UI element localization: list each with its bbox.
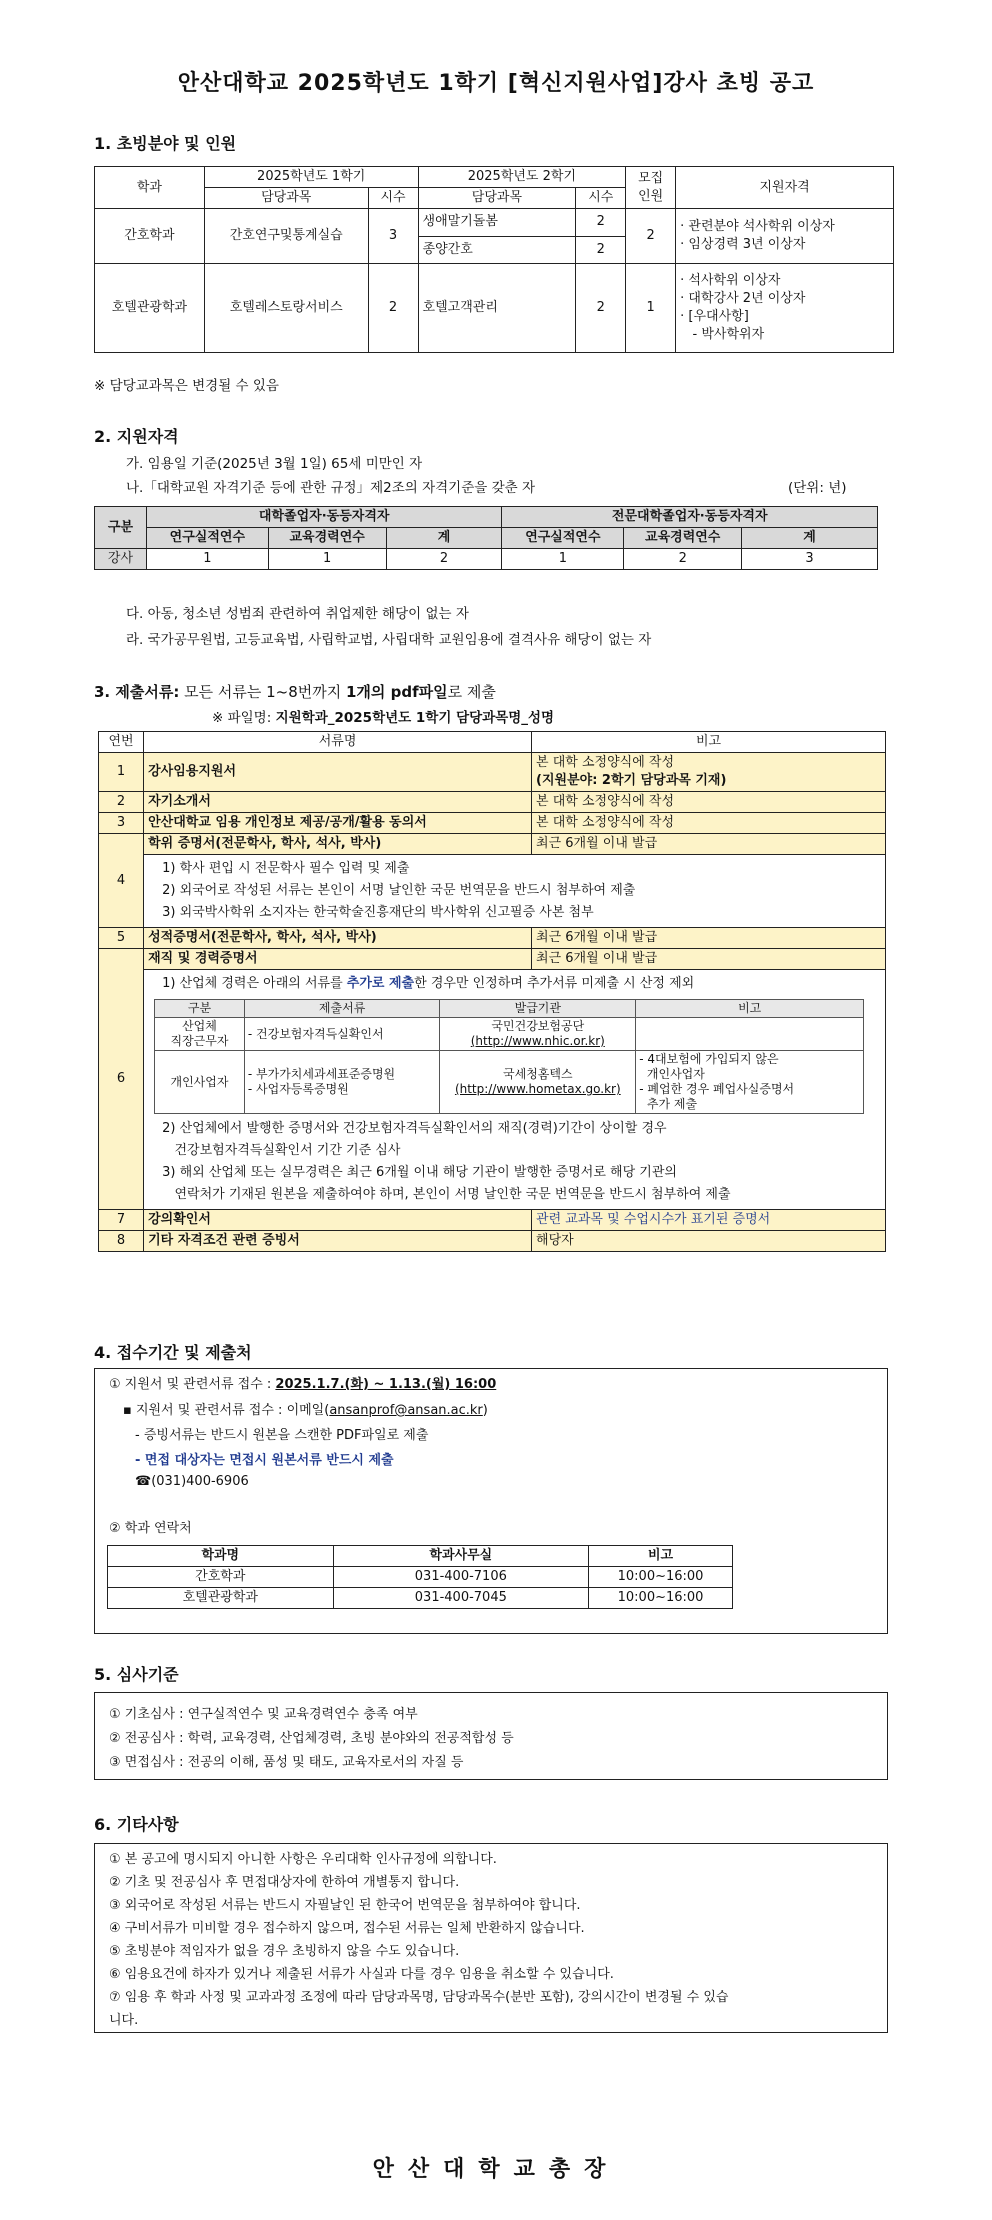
header-note: 비고 [589, 1546, 733, 1567]
interview-note: - 면접 대상자는 면접시 원본서류 반드시 제출 [135, 1453, 394, 1468]
detail-line: 1) 학사 편입 시 전문학사 필수 입력 및 제출 [162, 861, 410, 876]
section-3-heading: 3. 제출서류: [94, 683, 180, 701]
header-college: 전문대학졸업자·동등자격자 [502, 507, 878, 528]
header-note: 비고 [532, 732, 886, 753]
section-5-heading: 5. 심사기준 [94, 1665, 179, 1684]
contact-cell: 10:00~16:00 [589, 1588, 733, 1609]
table-cell: 2 [386, 549, 502, 570]
contact-cell: 031-400-7106 [333, 1567, 589, 1588]
email-link[interactable]: ansanprof@ansan.ac.kr [329, 1403, 483, 1418]
doc-note [532, 753, 886, 792]
qualification-cell [676, 264, 894, 353]
detail-line [162, 973, 867, 995]
row-no: 7 [99, 1210, 144, 1231]
submission-box [94, 1368, 888, 1634]
sub-line: - 사업자등록증명원 [247, 1082, 349, 1096]
header-dept: 학과 [95, 167, 205, 209]
detail-line: 연락처가 기재된 원본을 제출하여야 하며, 본인이 서명 날인한 국문 번역문을 반드시 첨부하여 제출 [162, 1187, 731, 1202]
misc-item: ④ 구비서류가 미비할 경우 접수하지 않으며, 접수된 서류는 일체 반환하지 않습니다. [109, 1921, 585, 1936]
section-1-heading: 1. 초빙분야 및 인원 [94, 134, 237, 153]
header-total: 계 [386, 528, 502, 549]
sub-cell [440, 1018, 636, 1051]
table-cell: 1 [146, 549, 268, 570]
qual-line: · 임상경력 3년 이상자 [680, 237, 806, 252]
row-no: 5 [99, 928, 144, 949]
header-hours: 시수 [368, 188, 418, 209]
header-office: 학과사무실 [333, 1546, 589, 1567]
doc-name: 재직 및 경력증명서 [144, 949, 532, 970]
review-item: ③ 면접심사 : 전공의 이해, 품성 및 태도, 교육자로서의 자질 등 [109, 1755, 464, 1770]
sub-line: 추가 제출 [639, 1097, 698, 1111]
email-label: ▪ 지원서 및 관련서류 접수 : 이메일( [123, 1403, 330, 1418]
header-dept: 학과명 [108, 1546, 334, 1567]
table-cell: 1 [268, 549, 386, 570]
detail-line: 3) 해외 산업체 또는 실무경력은 최근 6개월 이내 해당 기관이 발행한 증명서로 해당 기관의 [162, 1165, 677, 1180]
email-line [123, 1399, 488, 1418]
qual-item-ra: 라. 국가공무원법, 고등교육법, 사립학교법, 사립대학 교원임용에 결격사유 해당이 없는 자 [126, 632, 652, 648]
doc-note: 본 대학 소정양식에 작성 [532, 813, 886, 834]
row-no: 4 [99, 834, 144, 928]
doc-note: 최근 6개월 이내 발급 [532, 949, 886, 970]
table-cell: 2 [626, 209, 676, 264]
misc-item: ⑦ 임용 후 학과 사정 및 교과과정 조정에 따라 담당과목명, 담당과목수(분반 포함), 강의시간이 변경될 수 있습 [109, 1990, 729, 2005]
header-subject: 담당과목 [204, 188, 368, 209]
qual-item-ga: 가. 임용일 기준(2025년 3월 1일) 65세 미만인 자 [126, 456, 423, 472]
doc-name: 자기소개서 [144, 792, 532, 813]
sub-cell: 개인사업자 [155, 1051, 245, 1114]
table-cell: 2 [624, 549, 742, 570]
review-box [94, 1692, 888, 1780]
review-item: ② 전공심사 : 학력, 교육경력, 산업체경력, 초빙 분야와의 전공적합성 등 [109, 1731, 514, 1746]
header-doc: 서류명 [144, 732, 532, 753]
contact-cell: 031-400-7045 [333, 1588, 589, 1609]
contact-table [107, 1545, 733, 1609]
doc-note: 최근 6개월 이내 발급 [532, 928, 886, 949]
qual-line: · [우대사항] [680, 309, 749, 324]
sub-header: 제출서류 [244, 1000, 439, 1018]
filename-line [212, 706, 554, 726]
header-qual: 지원자격 [676, 167, 894, 209]
doc-detail [144, 970, 886, 1210]
section-2-heading: 2. 지원자격 [94, 427, 179, 446]
period-label: ① 지원서 및 관련서류 접수 : [109, 1377, 276, 1392]
table-cell: 2 [576, 209, 626, 237]
misc-item: ① 본 공고에 명시되지 아니한 사항은 우리대학 인사규정에 의합니다. [109, 1852, 497, 1867]
qual-line: · 석사학위 이상자 [680, 273, 781, 288]
table-cell: 1 [502, 549, 624, 570]
row-label: 강사 [95, 549, 147, 570]
contact-cell: 호텔관광학과 [108, 1588, 334, 1609]
filename-value: 지원학과_2025학년도 1학기 담당과목명_성명 [275, 710, 555, 726]
misc-item: 니다. [109, 2013, 139, 2028]
misc-item: ③ 외국어로 작성된 서류는 반드시 자필날인 된 한국어 번역문을 첨부하여야 합니다. [109, 1898, 581, 1913]
detail-emphasis: 추가로 제출 [346, 976, 415, 991]
page-title: 안산대학교 2025학년도 1학기 [혁신지원사업]강사 초빙 공고 [177, 71, 815, 96]
sub-cell [244, 1051, 439, 1114]
header-edu: 교육경력연수 [268, 528, 386, 549]
table-cell: 간호연구및통계실습 [204, 209, 368, 264]
qual-line: · 관련분야 석사학위 이상자 [680, 219, 835, 234]
misc-item: ② 기초 및 전공심사 후 면접대상자에 한하여 개별통지 합니다. [109, 1875, 460, 1890]
phone-number: ☎(031)400-6906 [135, 1474, 249, 1489]
issuer: 국세청홈텍스 [503, 1067, 573, 1081]
sub-cell: 산업체 직장근무자 [155, 1018, 245, 1051]
table-cell: 간호학과 [95, 209, 205, 264]
contact-cell: 간호학과 [108, 1567, 334, 1588]
sub-line: - 4대보험에 가입되지 않은 [639, 1052, 779, 1066]
issuer-signature: 안산대학교총장 [372, 2157, 620, 2182]
sub-header: 비고 [636, 1000, 864, 1018]
contact-cell: 10:00~16:00 [589, 1567, 733, 1588]
submission-desc-bold: 1개의 pdf파일 [345, 683, 448, 701]
table-cell: 생애말기돌봄 [418, 209, 576, 237]
table-cell: 3 [742, 549, 878, 570]
review-item: ① 기초심사 : 연구실적연수 및 교육경력연수 충족 여부 [109, 1707, 418, 1722]
header-gubun: 구분 [95, 507, 147, 549]
sub-cell [636, 1018, 864, 1051]
header-sem2: 2025학년도 2학기 [418, 167, 626, 188]
unit-label: (단위: 년) [788, 480, 847, 496]
table-cell: 1 [626, 264, 676, 353]
table-cell: 3 [368, 209, 418, 264]
table-cell: 호텔레스토랑서비스 [204, 264, 368, 353]
doc-name: 학위 증명서(전문학사, 학사, 석사, 박사) [144, 834, 532, 855]
sub-line: - 부가가치세과세표준증명원 [247, 1067, 396, 1081]
misc-item: ⑥ 임용요건에 하자가 있거나 제출된 서류가 사실과 다를 경우 임용을 취소할 수 있습니다. [109, 1967, 614, 1982]
header-research: 연구실적연수 [502, 528, 624, 549]
contact-heading: ② 학과 연락처 [109, 1521, 192, 1536]
sub-header: 구분 [155, 1000, 245, 1018]
sub-line: - 폐업한 경우 폐업사실증명서 [639, 1082, 795, 1096]
table-cell: 2 [368, 264, 418, 353]
header-hours: 시수 [576, 188, 626, 209]
period-value: 2025.1.7.(화) ~ 1.13.(월) 16:00 [275, 1377, 497, 1392]
table-cell: 호텔관광학과 [95, 264, 205, 353]
qual-item-da: 다. 아동, 청소년 성범죄 관련하여 취업제한 해당이 없는 자 [126, 606, 469, 622]
table-cell: 2 [576, 236, 626, 264]
doc-note: 최근 6개월 이내 발급 [532, 834, 886, 855]
submission-desc: 로 제출 [447, 683, 496, 701]
sub-cell: - 건강보험자격득실확인서 [244, 1018, 439, 1051]
detail-line: 건강보험자격득실확인서 기간 기준 심사 [162, 1143, 401, 1158]
qual-line: · 대학강사 2년 이상자 [680, 291, 806, 306]
pdf-note: - 증빙서류는 반드시 원본을 스캔한 PDF파일로 제출 [135, 1428, 429, 1443]
sub-cell [636, 1051, 864, 1114]
row-no: 3 [99, 813, 144, 834]
doc-note: 본 대학 소정양식에 작성 [532, 792, 886, 813]
detail-text: 한 경우만 인정하며 추가서류 미제출 시 산정 제외 [414, 976, 695, 991]
filename-label: ※ 파일명: [212, 710, 276, 726]
table-cell: 호텔고객관리 [418, 264, 576, 353]
row-no: 2 [99, 792, 144, 813]
recruitment-table [94, 166, 894, 353]
doc-name: 기타 자격조건 관련 증빙서 [144, 1231, 532, 1252]
issuer-url[interactable]: (http://www.hometax.go.kr) [454, 1082, 621, 1096]
doc-name: 안산대학교 임용 개인정보 제공/공개/활용 동의서 [144, 813, 532, 834]
header-univ: 대학졸업자·동등자격자 [146, 507, 502, 528]
doc-note: 해당자 [532, 1231, 886, 1252]
detail-line: 2) 외국어로 작성된 서류는 본인이 서명 날인한 국문 번역문을 반드시 첨부하여 제출 [162, 883, 636, 898]
submission-desc: 모든 서류는 1~8번까지 [179, 683, 346, 701]
detail-text: 1) 산업체 경력은 아래의 서류를 [162, 976, 347, 991]
sub-line: 개인사업자 [639, 1067, 705, 1081]
issuer: 국민건강보험공단 [491, 1019, 585, 1033]
row-no: 8 [99, 1231, 144, 1252]
qual-line: - 박사학위자 [680, 327, 765, 342]
misc-item: ⑤ 초빙분야 적임자가 없을 경우 초빙하지 않을 수도 있습니다. [109, 1944, 460, 1959]
detail-line: 3) 외국박사학위 소지자는 한국학술진흥재단의 박사학위 신고필증 사본 첨부 [162, 905, 594, 920]
note-line: 본 대학 소정양식에 작성 [536, 755, 675, 770]
section-4-heading: 4. 접수기간 및 제출처 [94, 1343, 252, 1362]
doc-name: 성적증명서(전문학사, 학사, 석사, 박사) [144, 928, 532, 949]
issuer-url[interactable]: (http://www.nhic.or.kr) [470, 1034, 605, 1048]
row-no: 1 [99, 753, 144, 792]
doc-name: 강사임용지원서 [144, 753, 532, 792]
email-close: ) [482, 1403, 488, 1418]
section-3-heading-line [94, 681, 496, 702]
row-no: 6 [99, 949, 144, 1210]
header-edu: 교육경력연수 [624, 528, 742, 549]
section-6-heading: 6. 기타사항 [94, 1815, 179, 1834]
qual-item-na: 나.「대학교원 자격기준 등에 관한 규정」제2조의 자격기준을 갖춘 자 [126, 480, 535, 496]
table-cell: 2 [576, 264, 626, 353]
header-count: 모집 인원 [626, 167, 676, 209]
header-sem1: 2025학년도 1학기 [204, 167, 418, 188]
note-line: (지원분야: 2학기 담당과목 기재) [536, 773, 727, 788]
detail-line: 2) 산업체에서 발행한 증명서와 건강보험자격득실확인서의 재직(경력)기간이 상이할 경우 [162, 1121, 667, 1136]
header-research: 연구실적연수 [146, 528, 268, 549]
documents-table [98, 731, 886, 1252]
qualification-cell [676, 209, 894, 264]
sub-cell [440, 1051, 636, 1114]
sub-header: 발급기관 [440, 1000, 636, 1018]
header-subject: 담당과목 [418, 188, 576, 209]
misc-box [94, 1843, 888, 2033]
table-cell: 종양간호 [418, 236, 576, 264]
industry-docs-table [154, 999, 864, 1114]
submission-period [109, 1373, 496, 1392]
qualification-standard-table [94, 506, 878, 570]
doc-detail [144, 855, 886, 928]
header-no: 연번 [99, 732, 144, 753]
doc-name: 강의확인서 [144, 1210, 532, 1231]
header-total: 계 [742, 528, 878, 549]
doc-note: 관련 교과목 및 수업시수가 표기된 증명서 [532, 1210, 886, 1231]
subject-note: ※ 담당교과목은 변경될 수 있음 [94, 378, 279, 394]
